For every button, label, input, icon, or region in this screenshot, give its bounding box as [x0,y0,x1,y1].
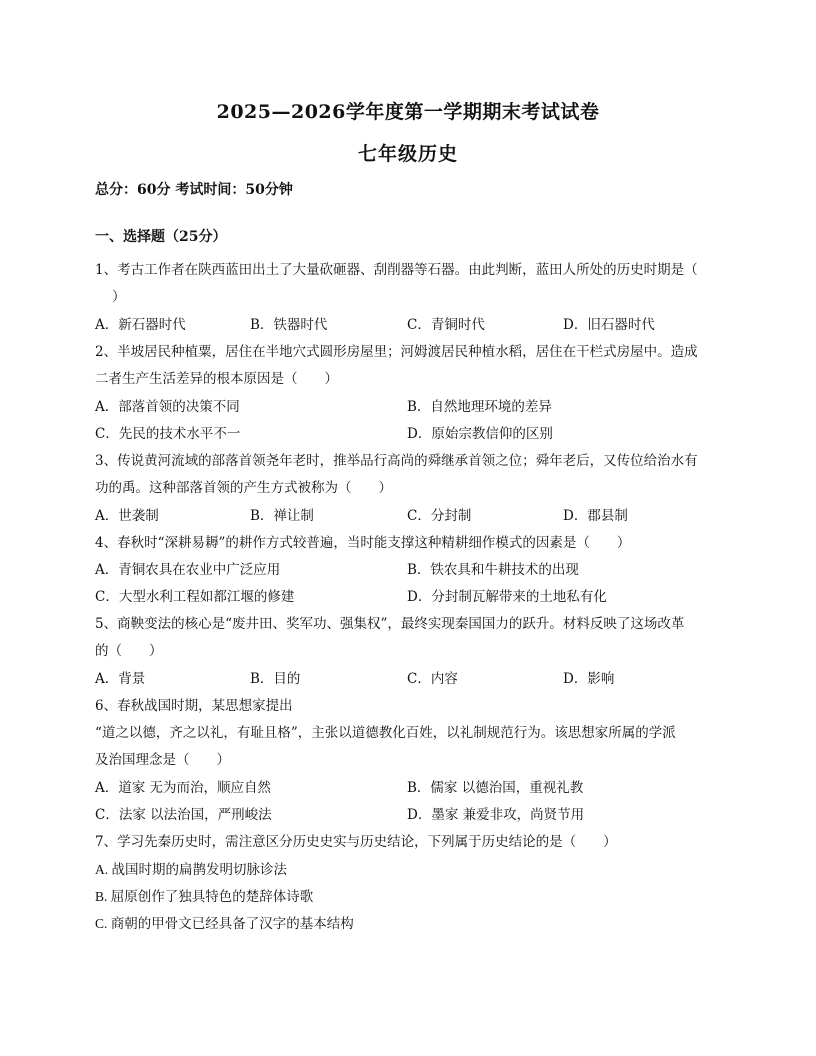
question-5-stem-line-1: 5、商鞅变法的核心是“废井田、奖军功、强集权”，最终实现秦国国力的跃升。材料反映了这场改革 [95,616,685,632]
question-6-stem-line-3: 及治国理念是（ ） [95,752,230,768]
question-1-stem-line-1: 1、考古工作者在陕西蓝田出土了大量砍砸器、刮削器等石器。由此判断，蓝田人所处的历史时期是（ [95,262,698,278]
question-1-option-c[interactable]: C．青铜时代 [407,317,485,333]
question-1-stem-line-2: ） [112,289,126,305]
exam-subtitle: 七年级历史 [357,143,458,165]
question-3-option-d[interactable]: D．郡县制 [563,508,628,524]
question-3-stem-line-1: 3、传说黄河流域的部落首领尧年老时，推举品行高尚的舜继承首领之位；舜年老后，又传位给治水有 [95,453,698,469]
question-6-option-a[interactable]: A．道家 无为而治，顺应自然 [95,780,272,796]
question-6-stem-line-2: “道之以德，齐之以礼，有耻且格”，主张以道德教化百姓，以礼制规范行为。该思想家所属的学派 [95,725,676,741]
question-6-option-d[interactable]: D．墨家 兼爱非攻，尚贤节用 [407,807,585,823]
exam-title: 2025—2026学年度第一学期期末考试试卷 [216,101,600,123]
question-2-stem-line-1: 2、半坡居民种植粟，居住在半地穴式圆形房屋里；河姆渡居民种植水稻，居住在干栏式房屋中。造成 [95,344,698,360]
question-4-stem-line-1: 4、春秋时“深耕易耨”的耕作方式较普遍，当时能支撑这种精耕细作模式的因素是（ ） [95,535,631,551]
question-2-stem-line-2: 二者生产生活差异的根本原因是（ ） [95,371,338,387]
question-7-stem-line-1: 7、学习先秦历史时，需注意区分历史史实与历史结论，下列属于历史结论的是（ ） [95,834,617,850]
question-2-option-c[interactable]: C．先民的技术水平不一 [95,426,241,442]
question-7-option-a[interactable]: A. 战国时期的扁鹊发明切脉诊法 [95,862,287,877]
exam-meta: 总分：60分 考试时间：50分钟 [95,182,293,198]
question-6-option-b[interactable]: B．儒家 以德治国，重视礼教 [407,780,584,796]
question-4-option-c[interactable]: C．大型水利工程如都江堰的修建 [95,589,295,605]
question-3-option-c[interactable]: C．分封制 [407,508,472,524]
question-5-option-d[interactable]: D．影响 [563,671,615,687]
question-7-option-b[interactable]: B. 屈原创作了独具特色的楚辞体诗歌 [95,889,314,904]
question-5-stem-line-2: 的（ ） [95,643,163,659]
question-1-option-d[interactable]: D．旧石器时代 [563,317,655,333]
question-2-option-b[interactable]: B．自然地理环境的差异 [407,399,552,415]
question-5-option-b[interactable]: B．目的 [250,671,301,687]
question-4-option-b[interactable]: B．铁农具和牛耕技术的出现 [407,562,579,578]
question-6-stem-line-1: 6、春秋战国时期，某思想家提出 [95,698,293,714]
question-3-option-a[interactable]: A．世袭制 [95,508,159,524]
question-2-option-d[interactable]: D．原始宗教信仰的区别 [407,426,553,442]
question-4-option-a[interactable]: A．青铜农具在农业中广泛应用 [95,562,281,578]
question-3-option-b[interactable]: B．禅让制 [250,508,314,524]
section-heading: 一、选择题（25分） [95,229,227,245]
question-6-option-c[interactable]: C．法家 以法治国，严刑峻法 [95,807,272,823]
question-2-option-a[interactable]: A．部落首领的决策不同 [95,399,240,415]
question-5-option-c[interactable]: C．内容 [407,671,458,687]
question-1-option-a[interactable]: A．新石器时代 [95,317,186,333]
question-1-option-b[interactable]: B．铁器时代 [250,317,328,333]
question-4-option-d[interactable]: D．分封制瓦解带来的土地私有化 [407,589,607,605]
question-5-option-a[interactable]: A．背景 [95,671,146,687]
question-3-stem-line-2: 功的禹。这种部落首领的产生方式被称为（ ） [95,480,392,496]
question-7-option-c[interactable]: C. 商朝的甲骨文已经具备了汉字的基本结构 [95,916,354,931]
